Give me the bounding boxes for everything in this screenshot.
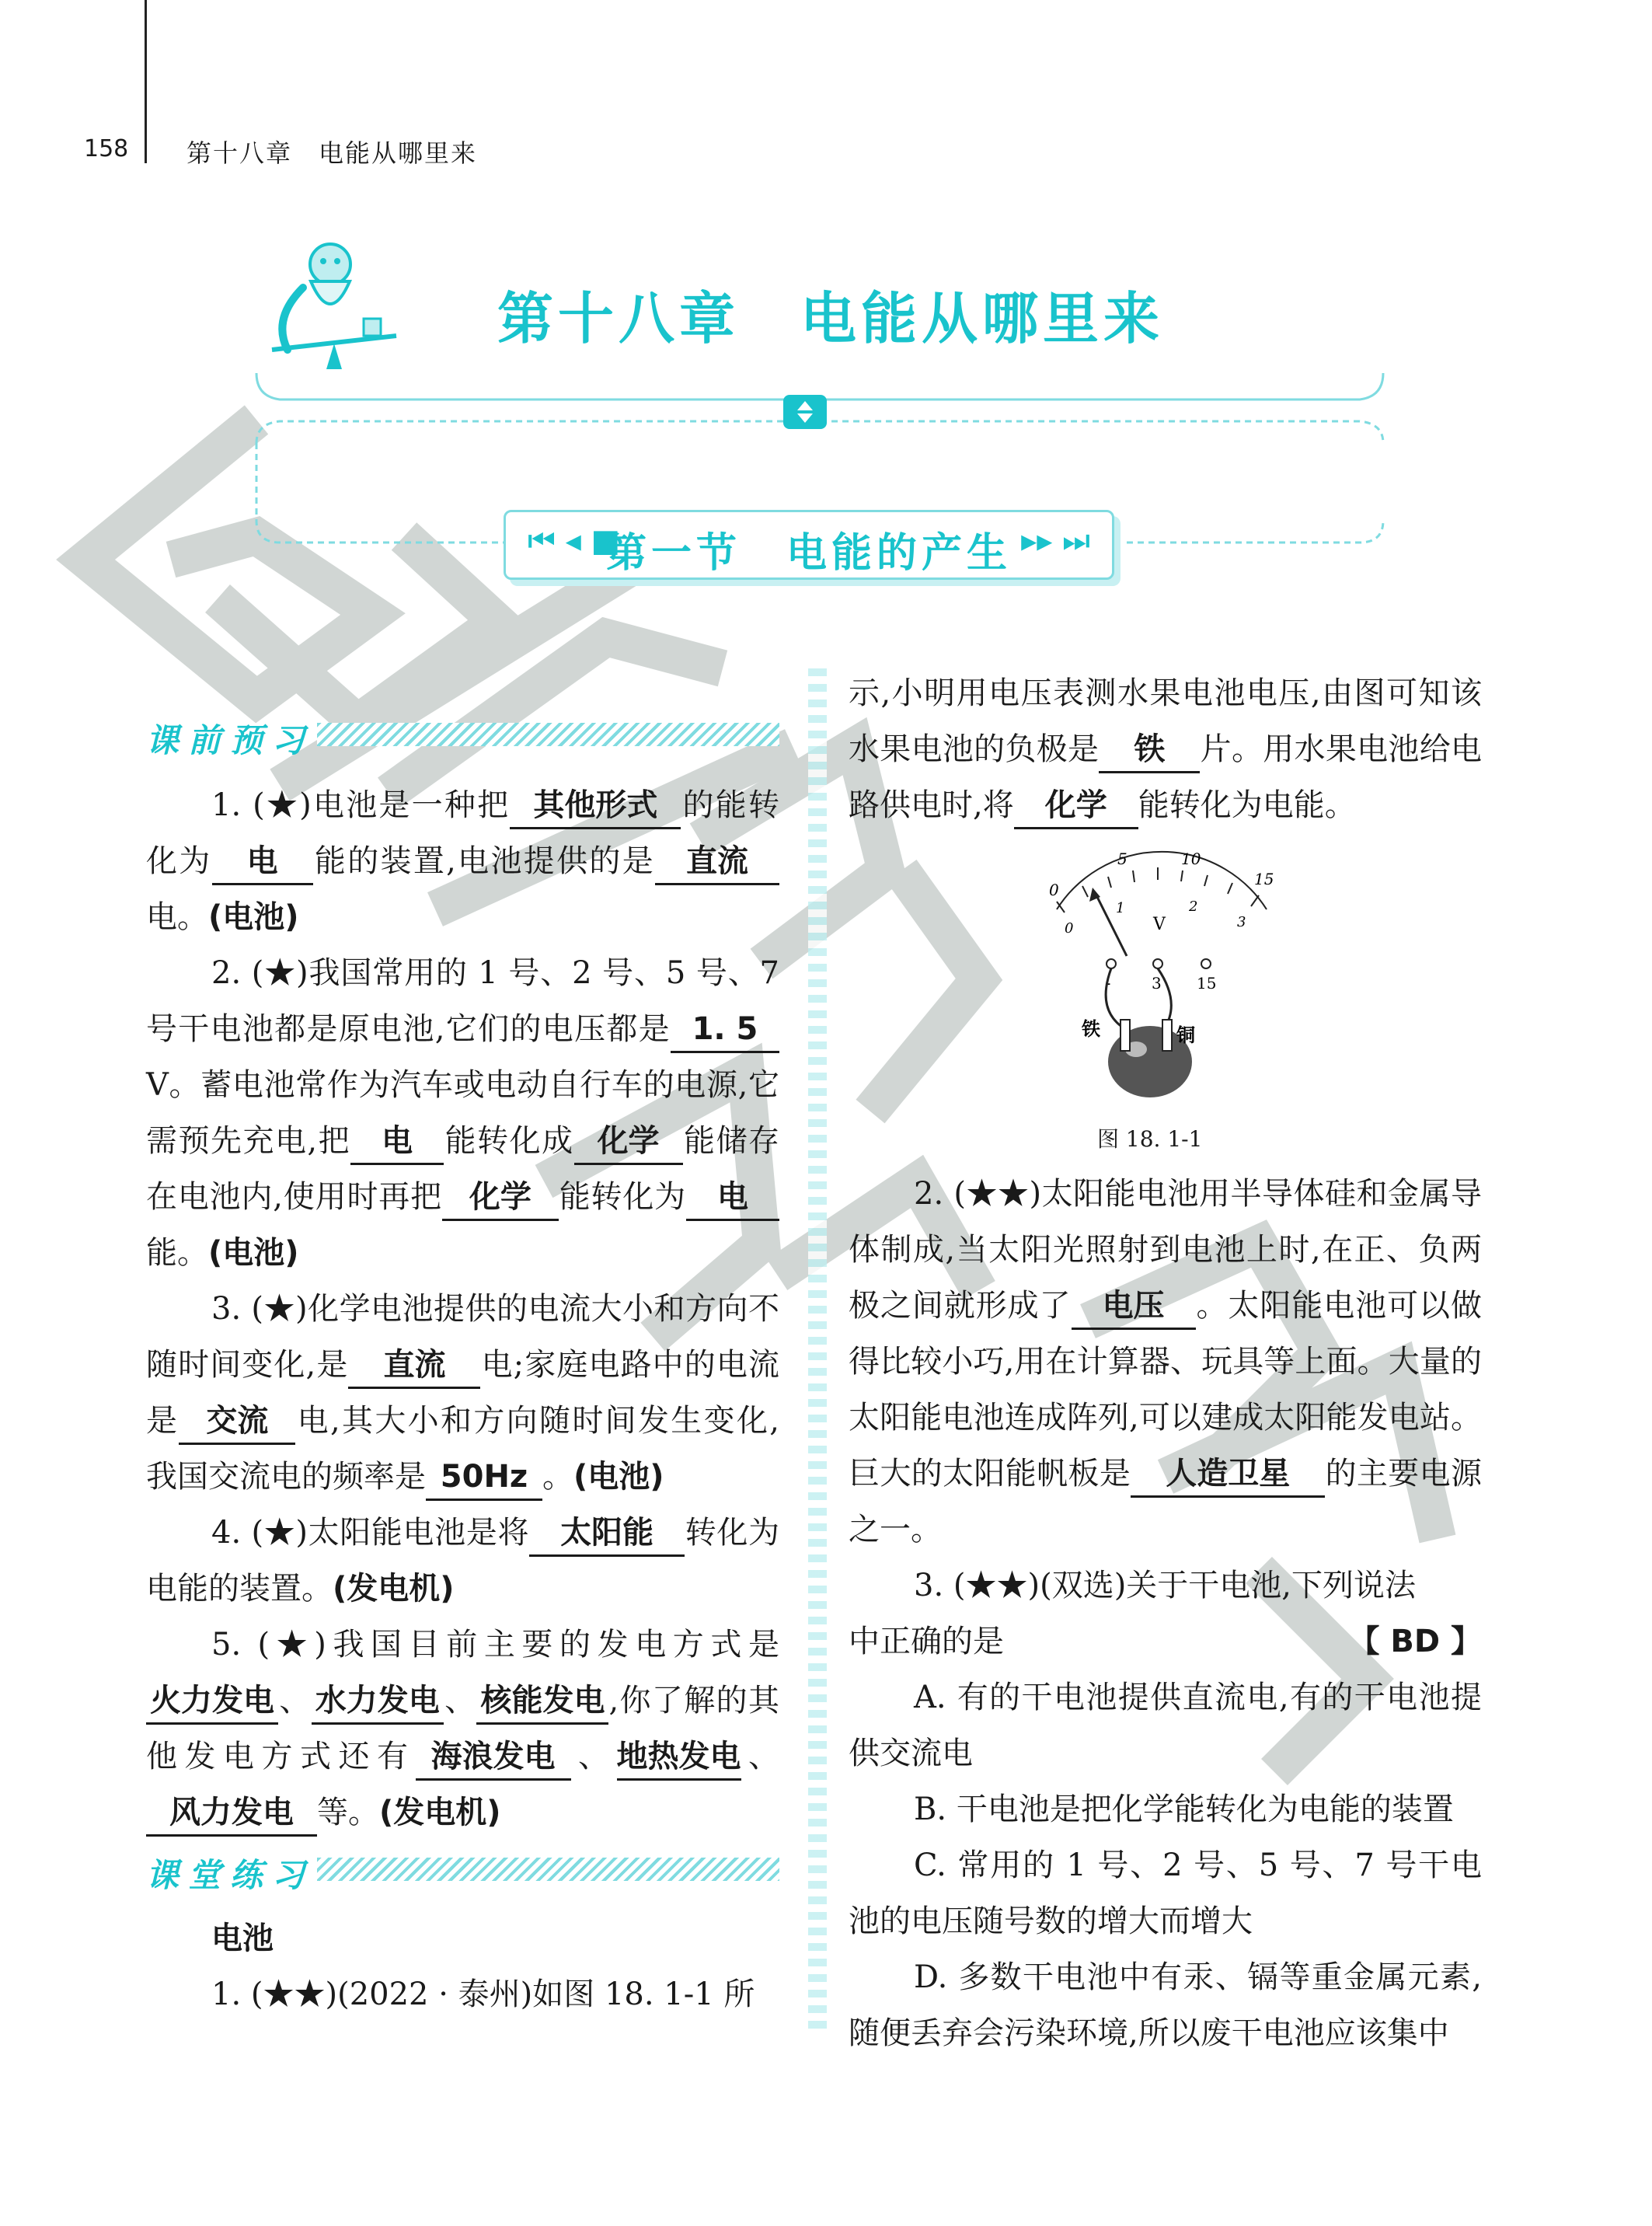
tick-label-upper-10: 10 bbox=[1181, 850, 1201, 868]
answer-blank: 化学 bbox=[574, 1119, 683, 1165]
topic-tag: (发电机) bbox=[379, 1795, 501, 1830]
preview-q1: 1. (★)电池是一种把 其他形式 的能转化为 电 能的装置,电池提供的是 直流电。(电池) bbox=[146, 777, 779, 945]
chapter-title: 第十八章 电能从哪里来 bbox=[497, 286, 1165, 351]
tick-label-upper-5: 5 bbox=[1117, 850, 1127, 868]
answer-blank: 铁 bbox=[1099, 727, 1200, 773]
tick-label-upper-0: 0 bbox=[1049, 881, 1059, 899]
answer-blank: 太阳能 bbox=[529, 1511, 685, 1557]
preview-heading bbox=[146, 715, 779, 757]
tick-label-lower-1: 1 bbox=[1116, 900, 1125, 916]
answer-blank: 地热发电 bbox=[617, 1735, 741, 1781]
preview-heading-text: 课前预习 bbox=[146, 721, 315, 759]
option-d: D. 多数干电池中有汞、镉等重金属元素,随便丢弃会污染环境,所以废干电池应该集中 bbox=[849, 1959, 1482, 2051]
topic-tag: (电池) bbox=[573, 1459, 664, 1495]
terminal-3: 3 bbox=[1152, 974, 1162, 993]
tick-label-upper-15: 15 bbox=[1254, 870, 1274, 888]
answer-blank: 电压 bbox=[1072, 1284, 1196, 1330]
practice-q3-stem-line2: 中正确的是 【 BD 】 bbox=[849, 1614, 1482, 1670]
header-rule bbox=[145, 0, 147, 163]
answer-blank: 化学 bbox=[1014, 783, 1138, 829]
tick-label-lower-3: 3 bbox=[1237, 914, 1246, 930]
practice-left bbox=[146, 1910, 779, 2022]
answer-blank: 直流 bbox=[348, 1343, 480, 1389]
answer-blank: 人造卫星 bbox=[1131, 1452, 1325, 1498]
answer-blank: 核能发电 bbox=[476, 1679, 608, 1725]
electrode-label-copper: 铜 bbox=[1176, 1024, 1195, 1046]
unit-label: V bbox=[1153, 915, 1166, 934]
running-title: 第十八章 电能从哪里来 bbox=[186, 138, 478, 168]
rewind-icon: ⏮ ◂ ■ bbox=[528, 523, 621, 559]
answer-blank: 交流 bbox=[179, 1399, 295, 1445]
practice-q1-start: 1. (★★)(2022 · 泰州)如图 18. 1-1 所 bbox=[211, 1977, 755, 2012]
answer-bracket: 【 BD 】 bbox=[1348, 1624, 1482, 1659]
terminal-negative: - bbox=[1105, 974, 1111, 993]
answer-blank: 直流 bbox=[655, 839, 779, 885]
practice-topic: 电池 bbox=[211, 1921, 274, 1956]
practice-right-top bbox=[849, 665, 1482, 833]
heading-stripe bbox=[317, 1858, 779, 1881]
tick-label-lower-0: 0 bbox=[1065, 920, 1074, 937]
electrode-label-iron: 铁 bbox=[1082, 1018, 1100, 1040]
preview-questions bbox=[146, 777, 779, 1840]
heading-stripe bbox=[317, 723, 779, 746]
preview-q2: 2. (★)我国常用的 1 号、2 号、5 号、7 号干电池都是原电池,它们的电压都是 1. 5V。蓄电池常作为汽车或电动自行车的电源,它需预先充电,把 电 能转化成 化学 能储存在电池内,使用时再把 化学 能转化为 电能。(电池) bbox=[146, 955, 780, 1271]
fast-forward-icon: ▸▸ ⏭ bbox=[1021, 523, 1090, 559]
figure-caption: 图 18. 1-1 bbox=[1097, 1126, 1203, 1152]
answer-blank: 火力发电 bbox=[146, 1679, 278, 1725]
topic-tag: (发电机) bbox=[333, 1571, 455, 1607]
practice-heading-text: 课堂练习 bbox=[146, 1856, 315, 1894]
preview-q3: 3. (★)化学电池提供的电流大小和方向不随时间变化,是 直流 电;家庭电路中的电流是 交流 电,其大小和方向随时间发生变化,我国交流电的频率是 50Hz 。(电池) bbox=[146, 1281, 779, 1505]
topic-tag: (电池) bbox=[208, 1235, 299, 1271]
practice-heading bbox=[146, 1850, 779, 1892]
figure-voltmeter-fruit-battery bbox=[1033, 847, 1282, 1104]
section-title: 第一节 电能的产生 bbox=[605, 530, 1012, 577]
page-number: 158 bbox=[84, 135, 129, 162]
practice-q1-cont: 示,小明用电压表测水果电池电压,由图可知该水果电池的负极是 铁 片。用水果电池给电路供电时,将 化学 能转化为电能。 bbox=[849, 665, 1482, 833]
tick-label-lower-2: 2 bbox=[1189, 898, 1198, 915]
practice-q3-stem: 3. (★★)(双选)关于干电池,下列说法 bbox=[914, 1568, 1417, 1603]
answer-blank: 水力发电 bbox=[312, 1679, 444, 1725]
option-b: B. 干电池是把化学能转化为电能的装置 bbox=[914, 1792, 1454, 1827]
answer-blank: 化学 bbox=[442, 1175, 559, 1221]
option-c: C. 常用的 1 号、2 号、5 号、7 号干电池的电压随号数的增大而增大 bbox=[849, 1847, 1482, 1939]
preview-q5: 5. (★)我国目前主要的发电方式是火力发电 、 水力发电 、 核能发电 ,你了解的其他发电方式还有 海浪发电 、地热发电、风力发电 等。(发电机) bbox=[146, 1617, 779, 1840]
section-title-box bbox=[504, 510, 1114, 580]
answer-blank: 其他形式 bbox=[510, 783, 681, 829]
answer-blank: 1. 5 bbox=[671, 1007, 779, 1053]
practice-right-bottom bbox=[849, 1166, 1482, 2061]
answer-blank: 电 bbox=[350, 1119, 444, 1165]
answer-blank: 海浪发电 bbox=[416, 1735, 571, 1781]
mascot-illustration bbox=[256, 233, 412, 381]
answer-blank: 风力发电 bbox=[146, 1791, 317, 1837]
column-divider bbox=[808, 668, 827, 2029]
option-a: A. 有的干电池提供直流电,有的干电池提供交流电 bbox=[849, 1680, 1482, 1771]
practice-q2: 2. (★★)太阳能电池用半导体硅和金属导体制成,当太阳光照射到电池上时,在正、负两极之间就形成了 电压 。太阳能电池可以做得比较小巧,用在计算器、玩具等上面。大量的太阳能电池连成阵列,可以建成太阳能发电站。巨大的太阳能帆板是 人造卫星 的主要电源之一。 bbox=[849, 1176, 1483, 1547]
answer-blank: 电 bbox=[686, 1175, 779, 1221]
terminal-15: 15 bbox=[1197, 974, 1217, 993]
answer-blank: 电 bbox=[212, 839, 313, 885]
answer-blank: 50Hz bbox=[426, 1455, 542, 1501]
topic-tag: (电池) bbox=[208, 899, 299, 935]
preview-q4: 4. (★)太阳能电池是将 太阳能 转化为电能的装置。(发电机) bbox=[146, 1505, 779, 1617]
